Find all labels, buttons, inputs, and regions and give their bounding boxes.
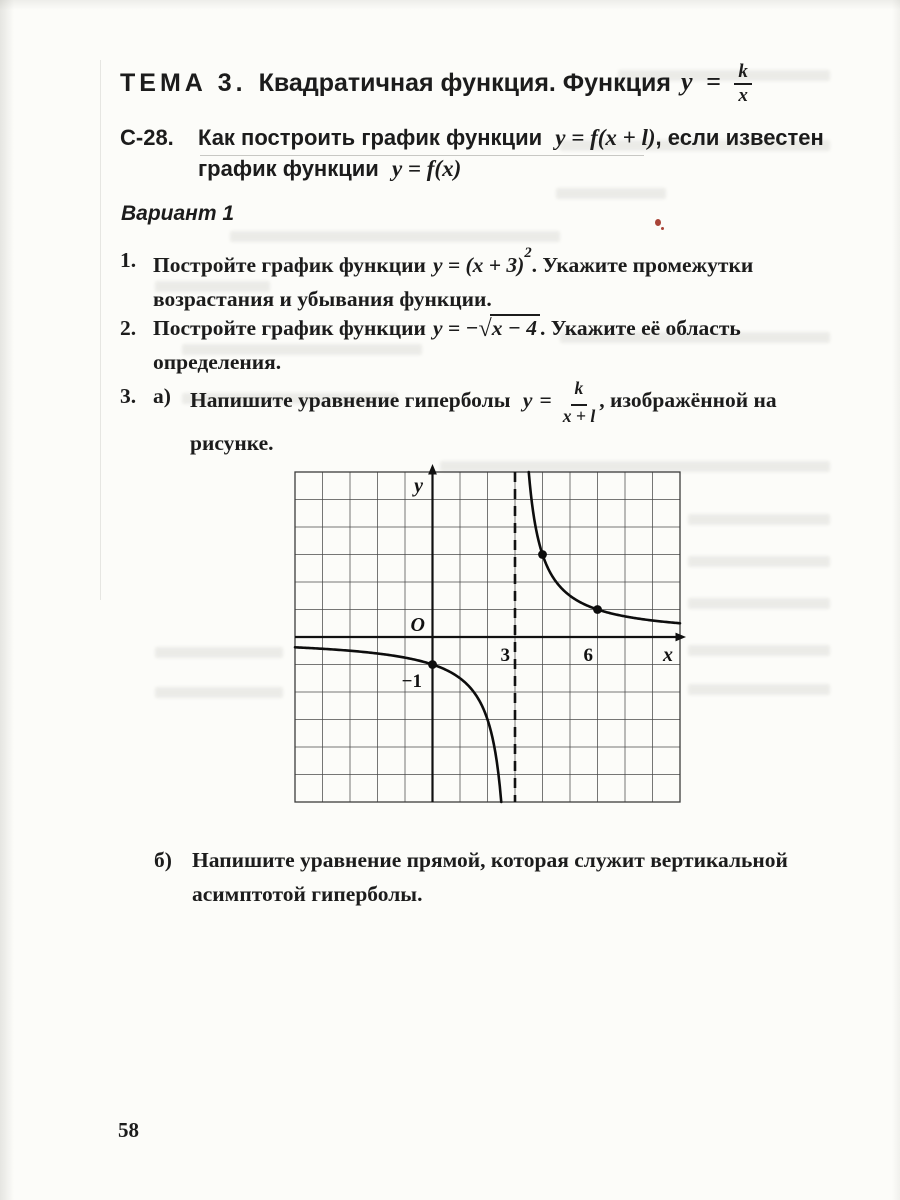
page-title bbox=[120, 62, 832, 106]
math-expression bbox=[433, 316, 540, 340]
y-axis-label: y bbox=[414, 475, 423, 497]
heading-line-2 bbox=[198, 156, 461, 181]
problem-text-segment: . Укажите промежутки возрастания и убывания функции. bbox=[153, 253, 754, 312]
heading-text: Как построить график функции bbox=[198, 125, 543, 150]
hyperbola-graph bbox=[290, 462, 690, 812]
math-variable-y: y bbox=[681, 66, 693, 96]
problem-text bbox=[190, 379, 834, 460]
math-exponent: 2 bbox=[524, 245, 532, 262]
problem-text-segment: Постройте график функции bbox=[153, 253, 426, 278]
theme-number-label: ТЕМА 3. bbox=[120, 69, 247, 98]
marked-point bbox=[538, 550, 547, 559]
fraction-k-over-x-plus-l bbox=[563, 379, 596, 426]
hyperbola-lower-branch bbox=[295, 647, 501, 802]
problem-3a bbox=[120, 379, 834, 460]
point-label-minus-1: −1 bbox=[401, 671, 422, 692]
scan-fold-line bbox=[100, 60, 101, 600]
math-expression: y = f(x) bbox=[391, 156, 462, 181]
fraction-k-over-x bbox=[734, 62, 752, 106]
section-heading bbox=[120, 122, 832, 184]
hyperbola-upper-branch bbox=[529, 472, 680, 623]
math-expression: y = f(x + l) bbox=[555, 125, 656, 150]
y-axis-arrowhead bbox=[428, 464, 437, 475]
scan-edge-shadow-left bbox=[0, 0, 14, 1200]
problem-1 bbox=[120, 243, 834, 316]
bleedthrough-artifact bbox=[688, 598, 830, 609]
theme-title-text: Квадратичная функция. Функция bbox=[258, 69, 671, 98]
bleedthrough-artifact bbox=[230, 231, 560, 242]
problem-number: 3. bbox=[120, 384, 137, 408]
math-equals: = bbox=[539, 388, 552, 413]
problem-2 bbox=[120, 311, 834, 379]
origin-label: O bbox=[410, 614, 425, 636]
page-number: 58 bbox=[118, 1118, 139, 1142]
scan-speck bbox=[655, 219, 661, 226]
problem-text-segment: . Укажите её область определения. bbox=[153, 316, 741, 374]
bleedthrough-artifact bbox=[556, 188, 666, 199]
variant-label: Вариант 1 bbox=[121, 202, 235, 225]
problem-3b bbox=[154, 843, 854, 911]
fraction-denominator: x + l bbox=[562, 406, 596, 426]
math-expression: y = (x + 3) bbox=[432, 253, 525, 278]
section-heading-text bbox=[198, 122, 824, 184]
scan-edge-shadow-right bbox=[892, 0, 900, 1200]
heading-text: график функции bbox=[198, 156, 379, 181]
subitem-label: б) bbox=[154, 848, 172, 872]
radicand: x − 4 bbox=[490, 314, 540, 340]
problem-number: 2. bbox=[120, 316, 137, 340]
problem-text-segment: Постройте график функции bbox=[153, 316, 426, 340]
fraction-numerator: k bbox=[571, 379, 588, 406]
bleedthrough-artifact bbox=[155, 647, 283, 658]
radical-sign: √ bbox=[478, 316, 492, 342]
marked-point bbox=[593, 605, 602, 614]
x-axis-arrowhead bbox=[676, 633, 687, 642]
problem-number: 1. bbox=[120, 248, 137, 272]
subitem-label: а) bbox=[153, 384, 171, 408]
problem-text bbox=[153, 311, 834, 379]
marked-point bbox=[428, 660, 437, 669]
bleedthrough-artifact bbox=[688, 684, 830, 695]
hyperbola-figure bbox=[290, 462, 690, 812]
title-math-expression bbox=[681, 62, 752, 106]
x-tick-6: 6 bbox=[583, 645, 593, 666]
heading-text: , если известен bbox=[655, 125, 824, 150]
bleedthrough-artifact bbox=[688, 556, 830, 567]
scan-edge-shadow-top bbox=[0, 0, 900, 10]
math-variable-y: y bbox=[522, 388, 533, 413]
problem-text-segment: , изображённой на рисунке. bbox=[190, 388, 777, 455]
bleedthrough-artifact bbox=[155, 687, 283, 698]
math-expression bbox=[522, 378, 599, 426]
math-equals: = bbox=[706, 66, 721, 96]
bleedthrough-artifact bbox=[688, 514, 830, 525]
bleedthrough-artifact bbox=[688, 645, 830, 656]
x-tick-3: 3 bbox=[500, 645, 510, 666]
section-code: С-28. bbox=[120, 125, 174, 150]
scan-speck bbox=[661, 227, 664, 230]
problem-text-segment: Напишите уравнение гиперболы bbox=[190, 388, 511, 413]
math-segment: y = − bbox=[432, 316, 479, 340]
fraction-numerator: k bbox=[734, 62, 752, 85]
heading-line-1 bbox=[198, 125, 824, 150]
problem-text: Напишите уравнение прямой, которая служит вертикальной асимптотой гиперболы. bbox=[192, 848, 788, 906]
x-axis-label: x bbox=[663, 644, 673, 666]
fraction-denominator: x bbox=[738, 84, 748, 106]
problem-text bbox=[153, 243, 834, 316]
